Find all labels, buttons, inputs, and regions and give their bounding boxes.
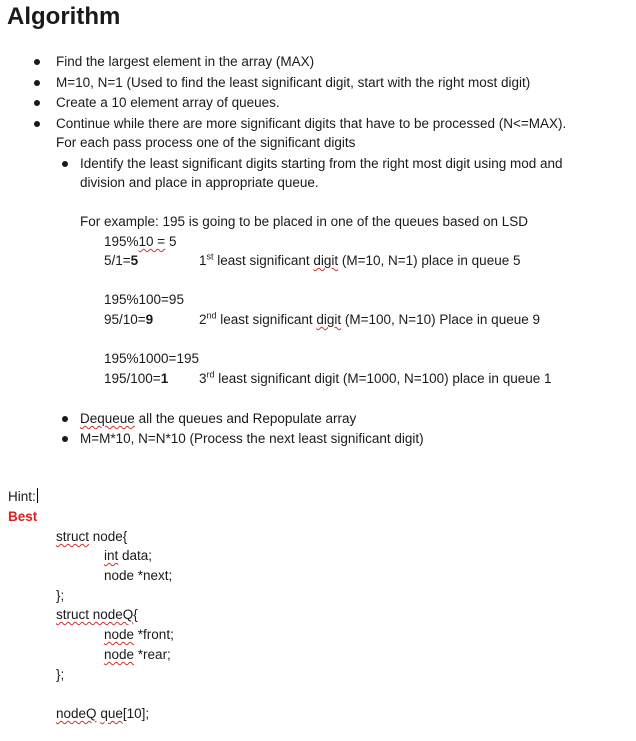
bullet-dot [34, 100, 40, 106]
page-title: Algorithm [7, 3, 121, 30]
code-line-7: node *rear; [104, 647, 171, 662]
example-3-mod: 195%1000=195 [104, 351, 199, 366]
example-3-desc: 3rd least significant digit (M=1000, N=100) place in queue 1 [199, 369, 552, 386]
bullet-2: M=10, N=1 (Used to find the least significant digit, start with the right most digit) [56, 75, 531, 90]
text-cursor [37, 488, 38, 503]
example-intro: For example: 195 is going to be placed in one of the queues based on LSD [80, 214, 529, 229]
sub-bullet-line1: Identify the least significant digits starting from the right most digit using mod and [80, 156, 563, 171]
hint-label: Hint: [8, 489, 36, 504]
example-1-mod: 195%10 = 5 [104, 234, 177, 249]
example-3-div: 195/100=1 [104, 371, 169, 386]
example-1-div: 5/1=5 [104, 253, 139, 268]
code-line-6: node *front; [104, 627, 174, 642]
bullet-dot [34, 80, 40, 86]
bottom-bullet-2: M=M*10, N=N*10 (Process the next least significant digit) [80, 431, 424, 446]
sub-bullet-dot [62, 436, 68, 442]
code-line-9: nodeQ que[10]; [56, 706, 150, 721]
example-2-mod: 195%100=95 [104, 292, 184, 307]
code-line-3: node *next; [104, 568, 173, 583]
sub-bullet-dot [62, 161, 68, 167]
bullet-dot [34, 59, 40, 65]
bottom-bullet-1: Dequeue all the queues and Repopulate array [80, 411, 357, 426]
code-line-1: struct node{ [56, 529, 128, 544]
bullet-3: Create a 10 element array of queues. [56, 95, 280, 110]
sub-bullet-dot [62, 416, 68, 422]
example-2-desc: 2nd least significant digit (M=100, N=10) Place in queue 9 [199, 310, 540, 327]
code-line-5: struct nodeQ{ [56, 607, 138, 622]
best-label: Best [8, 509, 38, 524]
code-line-8: }; [56, 667, 65, 682]
sub-bullet-line2: division and place in appropriate queue. [80, 175, 319, 190]
bullet-1: Find the largest element in the array (MAX) [56, 54, 315, 69]
bullet-dot [34, 121, 40, 127]
code-line-2: int data; [104, 548, 153, 563]
bullet-4: Continue while there are more significant digits that have to be processed (N<=MAX). [56, 116, 567, 131]
code-line-4: }; [56, 588, 65, 603]
example-1-desc: 1st least significant digit (M=10, N=1) place in queue 5 [199, 251, 521, 268]
bullet-4-continued: For each pass process one of the significant digits [56, 135, 356, 150]
example-2-div: 95/10=9 [104, 312, 154, 327]
